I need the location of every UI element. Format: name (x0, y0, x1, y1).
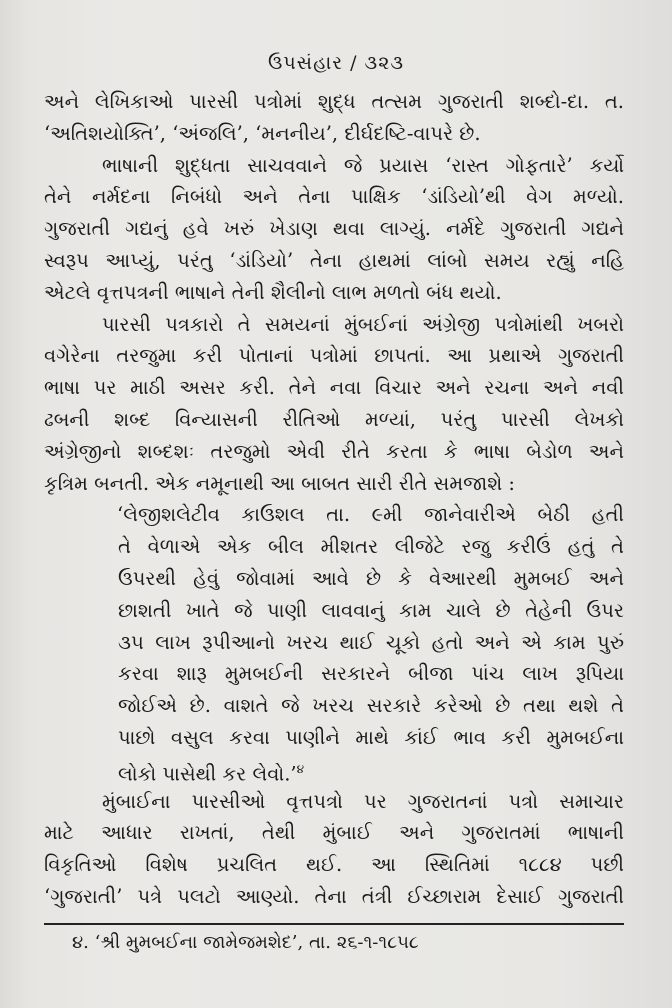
body-text (44, 86, 624, 913)
quote-line (118, 754, 624, 786)
paragraph-line: સ્વરૂપ આપ્યું, પરંતુ ‘ડાંડિયો’ તેના હાથમાં લાંબો સમય રહ્યું નહિ (44, 248, 624, 272)
quote-line: ૩૫ લાખ રૂપીઆનો ખરચ થાઈ ચૂકો હતો અને એ કામ પુરું (118, 630, 624, 654)
paragraph-line: ઢબની શબ્દ વિન્યાસની રીતિઓ મળ્યાં, પરંતુ પારસી લેખકો (44, 407, 624, 431)
paragraph-line: ‘અતિશયોક્તિ’, ‘અંજલિ’, ‘મનનીય’, દીર્ઘદષ્ટિ-વાપરે છે. (44, 121, 481, 145)
paragraph-line: ભાષાની શુદ્ધતા સાચવવાને જે પ્રયાસ ‘રાસ્ત ગોફતારે’ કર્યો (102, 153, 624, 177)
paragraph-line: એટલે વૃત્તપત્રની ભાષાને તેની શૈલીનો લાભ મળતો બંધ થયો. (44, 280, 502, 304)
quote-line: ઉપરથી હેવું જોવામાં આવે છે કે વેઆરથી મુમબઈ અને (118, 566, 624, 590)
paragraph-line: અંગ્રેજીનો શબ્દશઃ તરજુમો એવી રીતે કરતા કે ભાષા બેડોળ અને (44, 439, 624, 463)
quote-line: કરવા શારૂ મુમબઈની સરકારને બીજા પાંચ લાખ રૂપિયા (118, 662, 624, 686)
block-quote (44, 499, 624, 785)
paragraph-line: મુંબાઈના પારસીઓ વૃત્તપત્રો પર ગુજરાતનાં પત્રો સમાચાર (102, 789, 624, 813)
footnote-marker: ૪ (296, 761, 305, 776)
paragraph-line: ભાષા પર માઠી અસર કરી. તેને નવા વિચાર અને રચના અને નવી (44, 376, 624, 400)
quote-line: તે વેળાએ એક બીલ મીશતર લીજેટે રજુ કરીઉં હતું તે (118, 535, 624, 559)
paragraph-line: ‘ગુજરાતી’ પત્રે પલટો આણ્યો. તેના તંત્રી ઈચ્છારામ દેસાઈ ગુજરાતી (44, 884, 624, 908)
paragraph-line: વગેરેના તરજુમા કરી પોતાનાં પત્રોમાં છાપતાં. આ પ્રથાએ ગુજરાતી (44, 344, 624, 368)
page-header: ઉપસંહાર / ૩૨૩ (267, 52, 404, 74)
paragraph-line: ગુજરાતી ગદ્યનું હવે ખરું ખેડાણ થવા લાગ્યું. નર્મદે ગુજરાતી ગદ્યને (44, 217, 624, 241)
quote-line: છાશતી ખાતે જે પાણી લાવવાનું કામ ચાલે છે તેહેની ઉપર (118, 598, 624, 622)
quote-last-text: લોકો પાસેથી કર લેવો.’ (118, 762, 297, 786)
footnote-divider (44, 923, 624, 925)
paragraph-line: વિકૃતિઓ વિશેષ પ્રચલિત થઈ. આ સ્થિતિમાં ૧૮૮૪ પછી (44, 853, 624, 877)
paragraph-line: કૃત્રિમ બનતી. એક નમૂનાથી આ બાબત સારી રીતે સમજાશે : (44, 471, 515, 495)
paragraph-line: પારસી પત્રકારો તે સમયનાં મુંબઈનાં અંગ્રેજી પત્રોમાંથી ખબરો (102, 312, 624, 336)
paragraph-line: તેને નર્મદના નિબંધો અને તેના પાક્ષિક ‘ડાંડિયો’થી વેગ મળ્યો. (44, 185, 624, 209)
quote-line: જોઈએ છે. વાશતે જે ખરચ સરકારે કરેઓ છે તથા થશે તે (118, 694, 624, 718)
footnote: ૪. ‘શ્રી મુમબઈના જામેજમશેદ’, તા. ૨૬-૧-૧૮૫૮ (72, 932, 419, 953)
quote-line: પાછો વસુલ કરવા પાણીને માથે કાંઈ ભાવ કરી મુમબઈના (118, 725, 624, 749)
paragraph-line: અને લેખિકાઓ પારસી પત્રોમાં શુદ્ધ તત્સમ ગુજરાતી શબ્દો-દા. ત. (44, 90, 624, 113)
quote-line: ‘લેજીશલેટીવ કાઉશલ તા. ૯મી જાનેવારીએ બેઠી હતી (117, 503, 624, 527)
paragraph-line: માટે આધાર રાખતાં, તેથી મુંબાઈ અને ગુજરાતમાં ભાષાની (44, 821, 624, 845)
